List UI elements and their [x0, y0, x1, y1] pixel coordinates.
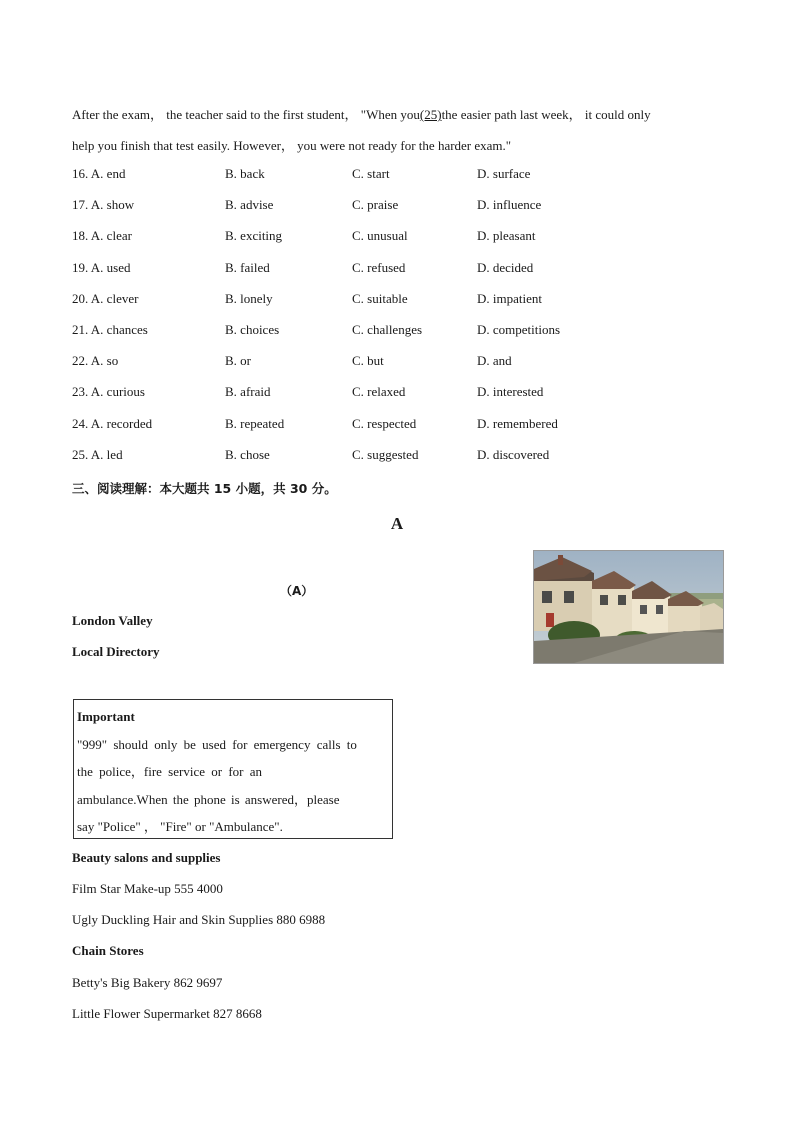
- question-number: 22.: [72, 353, 89, 369]
- option-a: A. recorded: [90, 415, 153, 431]
- directory-subtitle: Local Directory: [72, 644, 160, 659]
- option-b: B. chose: [225, 446, 270, 462]
- option-d: D. discovered: [477, 446, 550, 462]
- notice-line: ambulance.When the phone is answered，please: [77, 791, 340, 807]
- village-photo: [533, 550, 724, 664]
- directory-title: London Valley: [72, 613, 153, 628]
- directory-entry: Film Star Make-up 555 4000: [72, 881, 223, 896]
- option-c: C. respected: [352, 415, 417, 431]
- option-b: B. or: [225, 353, 251, 369]
- option-d: D. decided: [477, 259, 534, 275]
- option-b: B. afraid: [225, 384, 271, 400]
- option-d: D. interested: [477, 384, 544, 400]
- directory-entry: Betty's Big Bakery 862 9697: [72, 975, 223, 990]
- option-d: D. influence: [477, 197, 542, 213]
- question-number-and-option-a: [72, 353, 118, 369]
- notice-title: Important: [77, 709, 135, 724]
- option-b: B. lonely: [225, 290, 273, 306]
- passage-line-2: help you finish that test easily. However， you were not ready for the harder exam.": [72, 138, 512, 153]
- directory-entry: Ugly Duckling Hair and Skin Supplies 880 6988: [72, 912, 326, 927]
- question-number: 20.: [72, 290, 89, 306]
- option-b: B. choices: [225, 322, 280, 337]
- notice-line: say "Police" ， "Fire" or "Ambulance".: [77, 819, 283, 834]
- option-c: C. start: [352, 166, 390, 181]
- option-c: C. relaxed: [352, 384, 406, 400]
- option-c: C. but: [352, 353, 384, 369]
- question-number-and-option-a: [72, 260, 131, 276]
- question-number: 18.: [72, 228, 89, 244]
- option-a: A. clear: [90, 228, 132, 244]
- option-d: D. impatient: [477, 290, 542, 306]
- question-number-and-option-a: [72, 197, 134, 213]
- question-number-and-option-a: [72, 416, 152, 432]
- option-a: A. clever: [90, 290, 139, 306]
- question-number-and-option-a: [72, 322, 148, 338]
- option-b: B. advise: [225, 197, 274, 213]
- option-a: A. curious: [90, 384, 145, 400]
- option-b: B. exciting: [225, 228, 283, 244]
- option-c: C. suggested: [352, 446, 419, 462]
- question-number-and-option-a: [72, 228, 132, 244]
- beauty-heading: Beauty salons and supplies: [72, 850, 221, 865]
- notice-line: the police，fire service or for an: [77, 764, 263, 779]
- option-c: C. praise: [352, 197, 399, 213]
- option-c: C. unusual: [352, 228, 408, 244]
- option-a: A. show: [90, 197, 135, 213]
- question-number: 21.: [72, 322, 89, 337]
- option-c: C. suitable: [352, 290, 408, 306]
- sub-label: （A）: [280, 584, 314, 598]
- passage-text: After the exam， the teacher said to the first student， "When you: [72, 107, 420, 122]
- option-a: A. chances: [90, 322, 148, 337]
- question-number-and-option-a: [72, 384, 145, 400]
- option-b: B. repeated: [225, 415, 285, 431]
- question-number: 24.: [72, 415, 89, 431]
- blank-25: (25): [419, 107, 442, 122]
- question-number: 16.: [72, 166, 89, 181]
- emergency-notice: [73, 699, 393, 839]
- section-heading: 三、阅读理解：本大题共 15 小题，共 30 分。: [72, 481, 337, 496]
- notice-line: "999" should only be used for emergency calls to: [77, 736, 357, 752]
- option-c: C. challenges: [352, 322, 423, 337]
- option-c: C. refused: [352, 259, 406, 275]
- passage-line-1: [72, 104, 651, 123]
- option-b: B. failed: [225, 259, 270, 275]
- question-number: 23.: [72, 384, 89, 400]
- option-d: D. competitions: [477, 322, 561, 337]
- question-number-and-option-a: [72, 166, 125, 182]
- passage-text: the easier path last week， it could only: [441, 107, 651, 122]
- option-a: A. so: [90, 353, 119, 369]
- question-number: 17.: [72, 197, 89, 213]
- option-a: A. end: [90, 166, 126, 181]
- option-d: D. remembered: [477, 415, 558, 431]
- option-d: D. and: [477, 353, 512, 369]
- question-number: 19.: [72, 259, 89, 275]
- chain-heading: Chain Stores: [72, 943, 144, 958]
- option-d: D. surface: [477, 166, 531, 181]
- option-b: B. back: [225, 166, 265, 181]
- option-a: A. led: [90, 446, 123, 462]
- part-letter: A: [390, 514, 404, 533]
- question-number-and-option-a: [72, 291, 138, 307]
- question-number-and-option-a: [72, 447, 123, 463]
- directory-entry: Little Flower Supermarket 827 8668: [72, 1006, 262, 1021]
- question-number: 25.: [72, 446, 89, 462]
- option-a: A. used: [90, 259, 131, 275]
- option-d: D. pleasant: [477, 228, 536, 244]
